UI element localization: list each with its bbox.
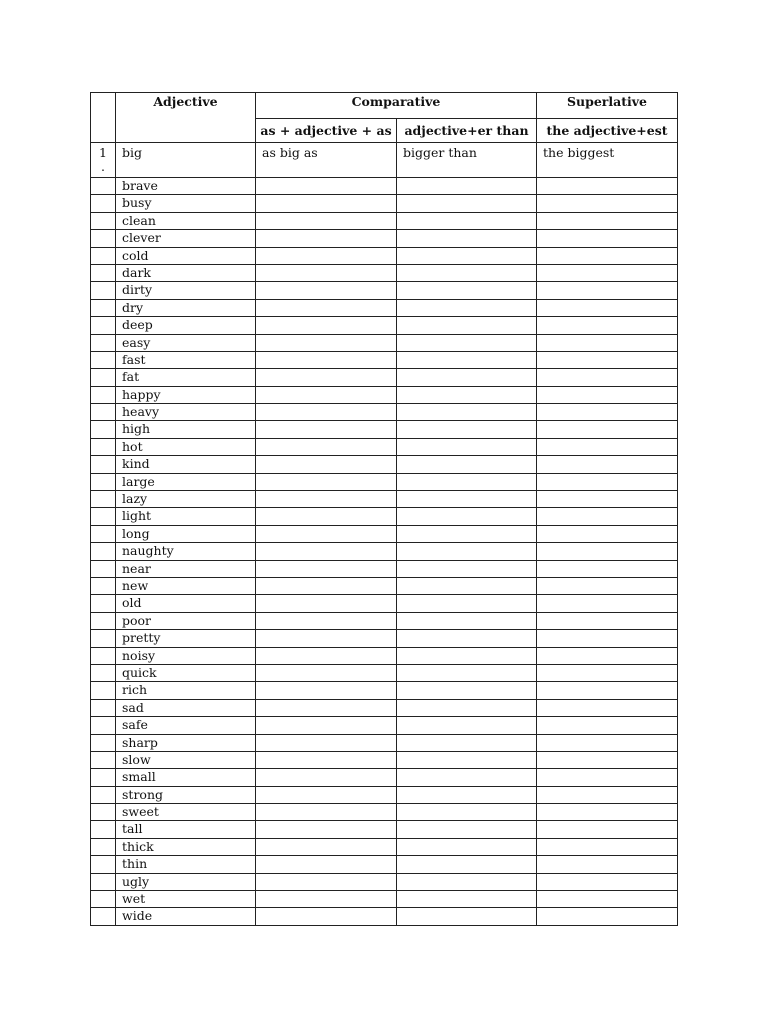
table-row — [91, 612, 678, 629]
example-er-form: bigger than — [397, 143, 537, 178]
as-form-answer-cell — [256, 751, 397, 768]
example-number-cell — [91, 143, 116, 178]
row-number-cell — [91, 212, 116, 229]
adjective-cell: long — [116, 525, 256, 542]
table-row — [91, 438, 678, 455]
row-number-cell — [91, 195, 116, 212]
adjective-cell: happy — [116, 386, 256, 403]
as-form-answer-cell — [256, 473, 397, 490]
as-form-answer-cell — [256, 421, 397, 438]
adjective-cell: clever — [116, 230, 256, 247]
er-form-answer-cell — [397, 247, 537, 264]
er-form-answer-cell — [397, 438, 537, 455]
table-row — [91, 838, 678, 855]
row-number-cell — [91, 230, 116, 247]
er-form-answer-cell — [397, 421, 537, 438]
adjective-cell: new — [116, 577, 256, 594]
table-row — [91, 699, 678, 716]
as-form-answer-cell — [256, 543, 397, 560]
table-row — [91, 317, 678, 334]
example-est-form: the biggest — [537, 143, 678, 178]
table-row — [91, 873, 678, 890]
er-form-answer-cell — [397, 751, 537, 768]
est-form-answer-cell — [537, 178, 678, 195]
er-form-answer-cell — [397, 734, 537, 751]
er-form-answer-cell — [397, 699, 537, 716]
table-row — [91, 525, 678, 542]
adjective-cell: dirty — [116, 282, 256, 299]
adjective-cell: ugly — [116, 873, 256, 890]
example-adjective: big — [116, 143, 256, 178]
as-form-answer-cell — [256, 717, 397, 734]
est-form-answer-cell — [537, 247, 678, 264]
est-form-answer-cell — [537, 699, 678, 716]
as-form-answer-cell — [256, 908, 397, 925]
est-form-answer-cell — [537, 821, 678, 838]
est-form-answer-cell — [537, 317, 678, 334]
as-form-answer-cell — [256, 456, 397, 473]
er-form-answer-cell — [397, 404, 537, 421]
adjective-cell: quick — [116, 664, 256, 681]
as-form-answer-cell — [256, 264, 397, 281]
row-number-cell — [91, 908, 116, 925]
er-form-answer-cell — [397, 769, 537, 786]
adjective-header: Adjective — [116, 93, 256, 143]
est-form-answer-cell — [537, 595, 678, 612]
as-form-answer-cell — [256, 404, 397, 421]
est-form-answer-cell — [537, 612, 678, 629]
row-number-cell — [91, 317, 116, 334]
superlative-header: Superlative — [537, 93, 678, 119]
header-row — [91, 93, 678, 119]
row-number-cell — [91, 491, 116, 508]
adjective-cell: easy — [116, 334, 256, 351]
est-form-answer-cell — [537, 873, 678, 890]
row-number-cell — [91, 334, 116, 351]
row-number-cell — [91, 577, 116, 594]
comparative-as-subheader: as + adjective + as — [256, 119, 397, 143]
est-form-answer-cell — [537, 577, 678, 594]
table-row — [91, 786, 678, 803]
er-form-answer-cell — [397, 369, 537, 386]
est-form-answer-cell — [537, 351, 678, 368]
as-form-answer-cell — [256, 386, 397, 403]
row-number-cell — [91, 178, 116, 195]
as-form-answer-cell — [256, 525, 397, 542]
table-row — [91, 908, 678, 925]
er-form-answer-cell — [397, 630, 537, 647]
est-form-answer-cell — [537, 908, 678, 925]
row-number-cell — [91, 421, 116, 438]
er-form-answer-cell — [397, 577, 537, 594]
er-form-answer-cell — [397, 491, 537, 508]
table-row — [91, 386, 678, 403]
er-form-answer-cell — [397, 299, 537, 316]
est-form-answer-cell — [537, 404, 678, 421]
table-row — [91, 595, 678, 612]
er-form-answer-cell — [397, 195, 537, 212]
adjective-cell: brave — [116, 178, 256, 195]
table-row — [91, 682, 678, 699]
as-form-answer-cell — [256, 491, 397, 508]
er-form-answer-cell — [397, 682, 537, 699]
est-form-answer-cell — [537, 804, 678, 821]
est-form-answer-cell — [537, 647, 678, 664]
adjective-cell: clean — [116, 212, 256, 229]
table-row — [91, 577, 678, 594]
table-row — [91, 543, 678, 560]
row-number-cell — [91, 369, 116, 386]
as-form-answer-cell — [256, 734, 397, 751]
as-form-answer-cell — [256, 856, 397, 873]
est-form-answer-cell — [537, 751, 678, 768]
row-number-cell — [91, 804, 116, 821]
as-form-answer-cell — [256, 821, 397, 838]
adjective-cell: pretty — [116, 630, 256, 647]
as-form-answer-cell — [256, 230, 397, 247]
as-form-answer-cell — [256, 612, 397, 629]
comparative-er-subheader: adjective+er than — [397, 119, 537, 143]
est-form-answer-cell — [537, 525, 678, 542]
est-form-answer-cell — [537, 195, 678, 212]
adjective-cell: old — [116, 595, 256, 612]
as-form-answer-cell — [256, 647, 397, 664]
as-form-answer-cell — [256, 838, 397, 855]
table-row — [91, 891, 678, 908]
as-form-answer-cell — [256, 873, 397, 890]
as-form-answer-cell — [256, 664, 397, 681]
as-form-answer-cell — [256, 682, 397, 699]
table-row — [91, 751, 678, 768]
row-number-cell — [91, 647, 116, 664]
table-row — [91, 560, 678, 577]
er-form-answer-cell — [397, 908, 537, 925]
est-form-answer-cell — [537, 282, 678, 299]
est-form-answer-cell — [537, 421, 678, 438]
er-form-answer-cell — [397, 838, 537, 855]
er-form-answer-cell — [397, 282, 537, 299]
est-form-answer-cell — [537, 891, 678, 908]
er-form-answer-cell — [397, 804, 537, 821]
number-header-cell — [91, 93, 116, 143]
as-form-answer-cell — [256, 891, 397, 908]
adjective-cell: wide — [116, 908, 256, 925]
table-row — [91, 664, 678, 681]
er-form-answer-cell — [397, 508, 537, 525]
table-row — [91, 299, 678, 316]
table-row — [91, 647, 678, 664]
example-as-form: as big as — [256, 143, 397, 178]
est-form-answer-cell — [537, 769, 678, 786]
adjective-cell: high — [116, 421, 256, 438]
adjective-cell: noisy — [116, 647, 256, 664]
row-number-cell — [91, 734, 116, 751]
table-row — [91, 421, 678, 438]
row-number-cell — [91, 473, 116, 490]
table-row — [91, 769, 678, 786]
example-number-dot: . — [101, 159, 105, 174]
table-row — [91, 821, 678, 838]
est-form-answer-cell — [537, 438, 678, 455]
adjective-cell: lazy — [116, 491, 256, 508]
table-row — [91, 195, 678, 212]
est-form-answer-cell — [537, 491, 678, 508]
table-row — [91, 369, 678, 386]
table-row — [91, 282, 678, 299]
adjective-cell: thin — [116, 856, 256, 873]
adjective-cell: cold — [116, 247, 256, 264]
as-form-answer-cell — [256, 369, 397, 386]
row-number-cell — [91, 560, 116, 577]
as-form-answer-cell — [256, 786, 397, 803]
er-form-answer-cell — [397, 264, 537, 281]
adjective-cell: wet — [116, 891, 256, 908]
table-row — [91, 734, 678, 751]
adjective-cell: hot — [116, 438, 256, 455]
er-form-answer-cell — [397, 873, 537, 890]
row-number-cell — [91, 299, 116, 316]
as-form-answer-cell — [256, 334, 397, 351]
as-form-answer-cell — [256, 577, 397, 594]
er-form-answer-cell — [397, 856, 537, 873]
as-form-answer-cell — [256, 247, 397, 264]
as-form-answer-cell — [256, 630, 397, 647]
est-form-answer-cell — [537, 838, 678, 855]
adjective-cell: safe — [116, 717, 256, 734]
row-number-cell — [91, 282, 116, 299]
er-form-answer-cell — [397, 786, 537, 803]
est-form-answer-cell — [537, 264, 678, 281]
adjective-cell: rich — [116, 682, 256, 699]
as-form-answer-cell — [256, 282, 397, 299]
as-form-answer-cell — [256, 195, 397, 212]
er-form-answer-cell — [397, 595, 537, 612]
er-form-answer-cell — [397, 891, 537, 908]
table-row — [91, 264, 678, 281]
adjective-cell: kind — [116, 456, 256, 473]
adjective-cell: large — [116, 473, 256, 490]
table-row — [91, 404, 678, 421]
row-number-cell — [91, 543, 116, 560]
as-form-answer-cell — [256, 212, 397, 229]
er-form-answer-cell — [397, 317, 537, 334]
er-form-answer-cell — [397, 334, 537, 351]
table-row — [91, 334, 678, 351]
adjective-cell: small — [116, 769, 256, 786]
superlative-est-subheader: the adjective+est — [537, 119, 678, 143]
est-form-answer-cell — [537, 456, 678, 473]
table-row — [91, 491, 678, 508]
adjective-cell: naughty — [116, 543, 256, 560]
as-form-answer-cell — [256, 351, 397, 368]
adjective-cell: dark — [116, 264, 256, 281]
table-row — [91, 351, 678, 368]
table-row — [91, 856, 678, 873]
adjective-cell: thick — [116, 838, 256, 855]
est-form-answer-cell — [537, 334, 678, 351]
as-form-answer-cell — [256, 595, 397, 612]
adjective-cell: dry — [116, 299, 256, 316]
est-form-answer-cell — [537, 473, 678, 490]
adjective-cell: light — [116, 508, 256, 525]
est-form-answer-cell — [537, 543, 678, 560]
as-form-answer-cell — [256, 804, 397, 821]
table-row — [91, 508, 678, 525]
est-form-answer-cell — [537, 630, 678, 647]
adjective-cell: strong — [116, 786, 256, 803]
row-number-cell — [91, 751, 116, 768]
est-form-answer-cell — [537, 734, 678, 751]
adjective-cell: deep — [116, 317, 256, 334]
adjective-cell: sharp — [116, 734, 256, 751]
row-number-cell — [91, 525, 116, 542]
est-form-answer-cell — [537, 682, 678, 699]
table-row — [91, 630, 678, 647]
est-form-answer-cell — [537, 369, 678, 386]
table-row — [91, 804, 678, 821]
adjective-cell: fast — [116, 351, 256, 368]
row-number-cell — [91, 508, 116, 525]
er-form-answer-cell — [397, 664, 537, 681]
row-number-cell — [91, 630, 116, 647]
row-number-cell — [91, 404, 116, 421]
est-form-answer-cell — [537, 386, 678, 403]
row-number-cell — [91, 264, 116, 281]
er-form-answer-cell — [397, 456, 537, 473]
er-form-answer-cell — [397, 230, 537, 247]
row-number-cell — [91, 612, 116, 629]
row-number-cell — [91, 786, 116, 803]
as-form-answer-cell — [256, 560, 397, 577]
adjective-cell: fat — [116, 369, 256, 386]
er-form-answer-cell — [397, 178, 537, 195]
er-form-answer-cell — [397, 821, 537, 838]
adjective-cell: sad — [116, 699, 256, 716]
row-number-cell — [91, 821, 116, 838]
comparative-header: Comparative — [256, 93, 537, 119]
table-row — [91, 717, 678, 734]
row-number-cell — [91, 682, 116, 699]
row-number-cell — [91, 838, 116, 855]
adjective-cell: tall — [116, 821, 256, 838]
table-row — [91, 473, 678, 490]
row-number-cell — [91, 873, 116, 890]
est-form-answer-cell — [537, 786, 678, 803]
er-form-answer-cell — [397, 543, 537, 560]
table-row — [91, 230, 678, 247]
as-form-answer-cell — [256, 299, 397, 316]
row-number-cell — [91, 769, 116, 786]
row-number-cell — [91, 247, 116, 264]
row-number-cell — [91, 456, 116, 473]
est-form-answer-cell — [537, 560, 678, 577]
est-form-answer-cell — [537, 664, 678, 681]
table-row — [91, 178, 678, 195]
as-form-answer-cell — [256, 769, 397, 786]
adjective-cell: heavy — [116, 404, 256, 421]
adjective-cell: sweet — [116, 804, 256, 821]
row-number-cell — [91, 717, 116, 734]
row-number-cell — [91, 856, 116, 873]
adjective-cell: near — [116, 560, 256, 577]
row-number-cell — [91, 438, 116, 455]
table-row — [91, 456, 678, 473]
est-form-answer-cell — [537, 508, 678, 525]
er-form-answer-cell — [397, 473, 537, 490]
er-form-answer-cell — [397, 560, 537, 577]
er-form-answer-cell — [397, 212, 537, 229]
row-number-cell — [91, 699, 116, 716]
row-number-cell — [91, 351, 116, 368]
row-number-cell — [91, 891, 116, 908]
as-form-answer-cell — [256, 317, 397, 334]
adjective-cell: poor — [116, 612, 256, 629]
est-form-answer-cell — [537, 856, 678, 873]
as-form-answer-cell — [256, 508, 397, 525]
as-form-answer-cell — [256, 178, 397, 195]
as-form-answer-cell — [256, 438, 397, 455]
adjective-worksheet-table — [90, 92, 678, 926]
er-form-answer-cell — [397, 612, 537, 629]
row-number-cell — [91, 386, 116, 403]
as-form-answer-cell — [256, 699, 397, 716]
est-form-answer-cell — [537, 230, 678, 247]
est-form-answer-cell — [537, 299, 678, 316]
example-number: 1 — [99, 145, 107, 160]
est-form-answer-cell — [537, 717, 678, 734]
row-number-cell — [91, 664, 116, 681]
er-form-answer-cell — [397, 351, 537, 368]
table-row — [91, 247, 678, 264]
adjective-cell: slow — [116, 751, 256, 768]
table-row — [91, 212, 678, 229]
est-form-answer-cell — [537, 212, 678, 229]
adjective-cell: busy — [116, 195, 256, 212]
row-number-cell — [91, 595, 116, 612]
er-form-answer-cell — [397, 525, 537, 542]
er-form-answer-cell — [397, 717, 537, 734]
er-form-answer-cell — [397, 647, 537, 664]
example-row — [91, 143, 678, 178]
er-form-answer-cell — [397, 386, 537, 403]
